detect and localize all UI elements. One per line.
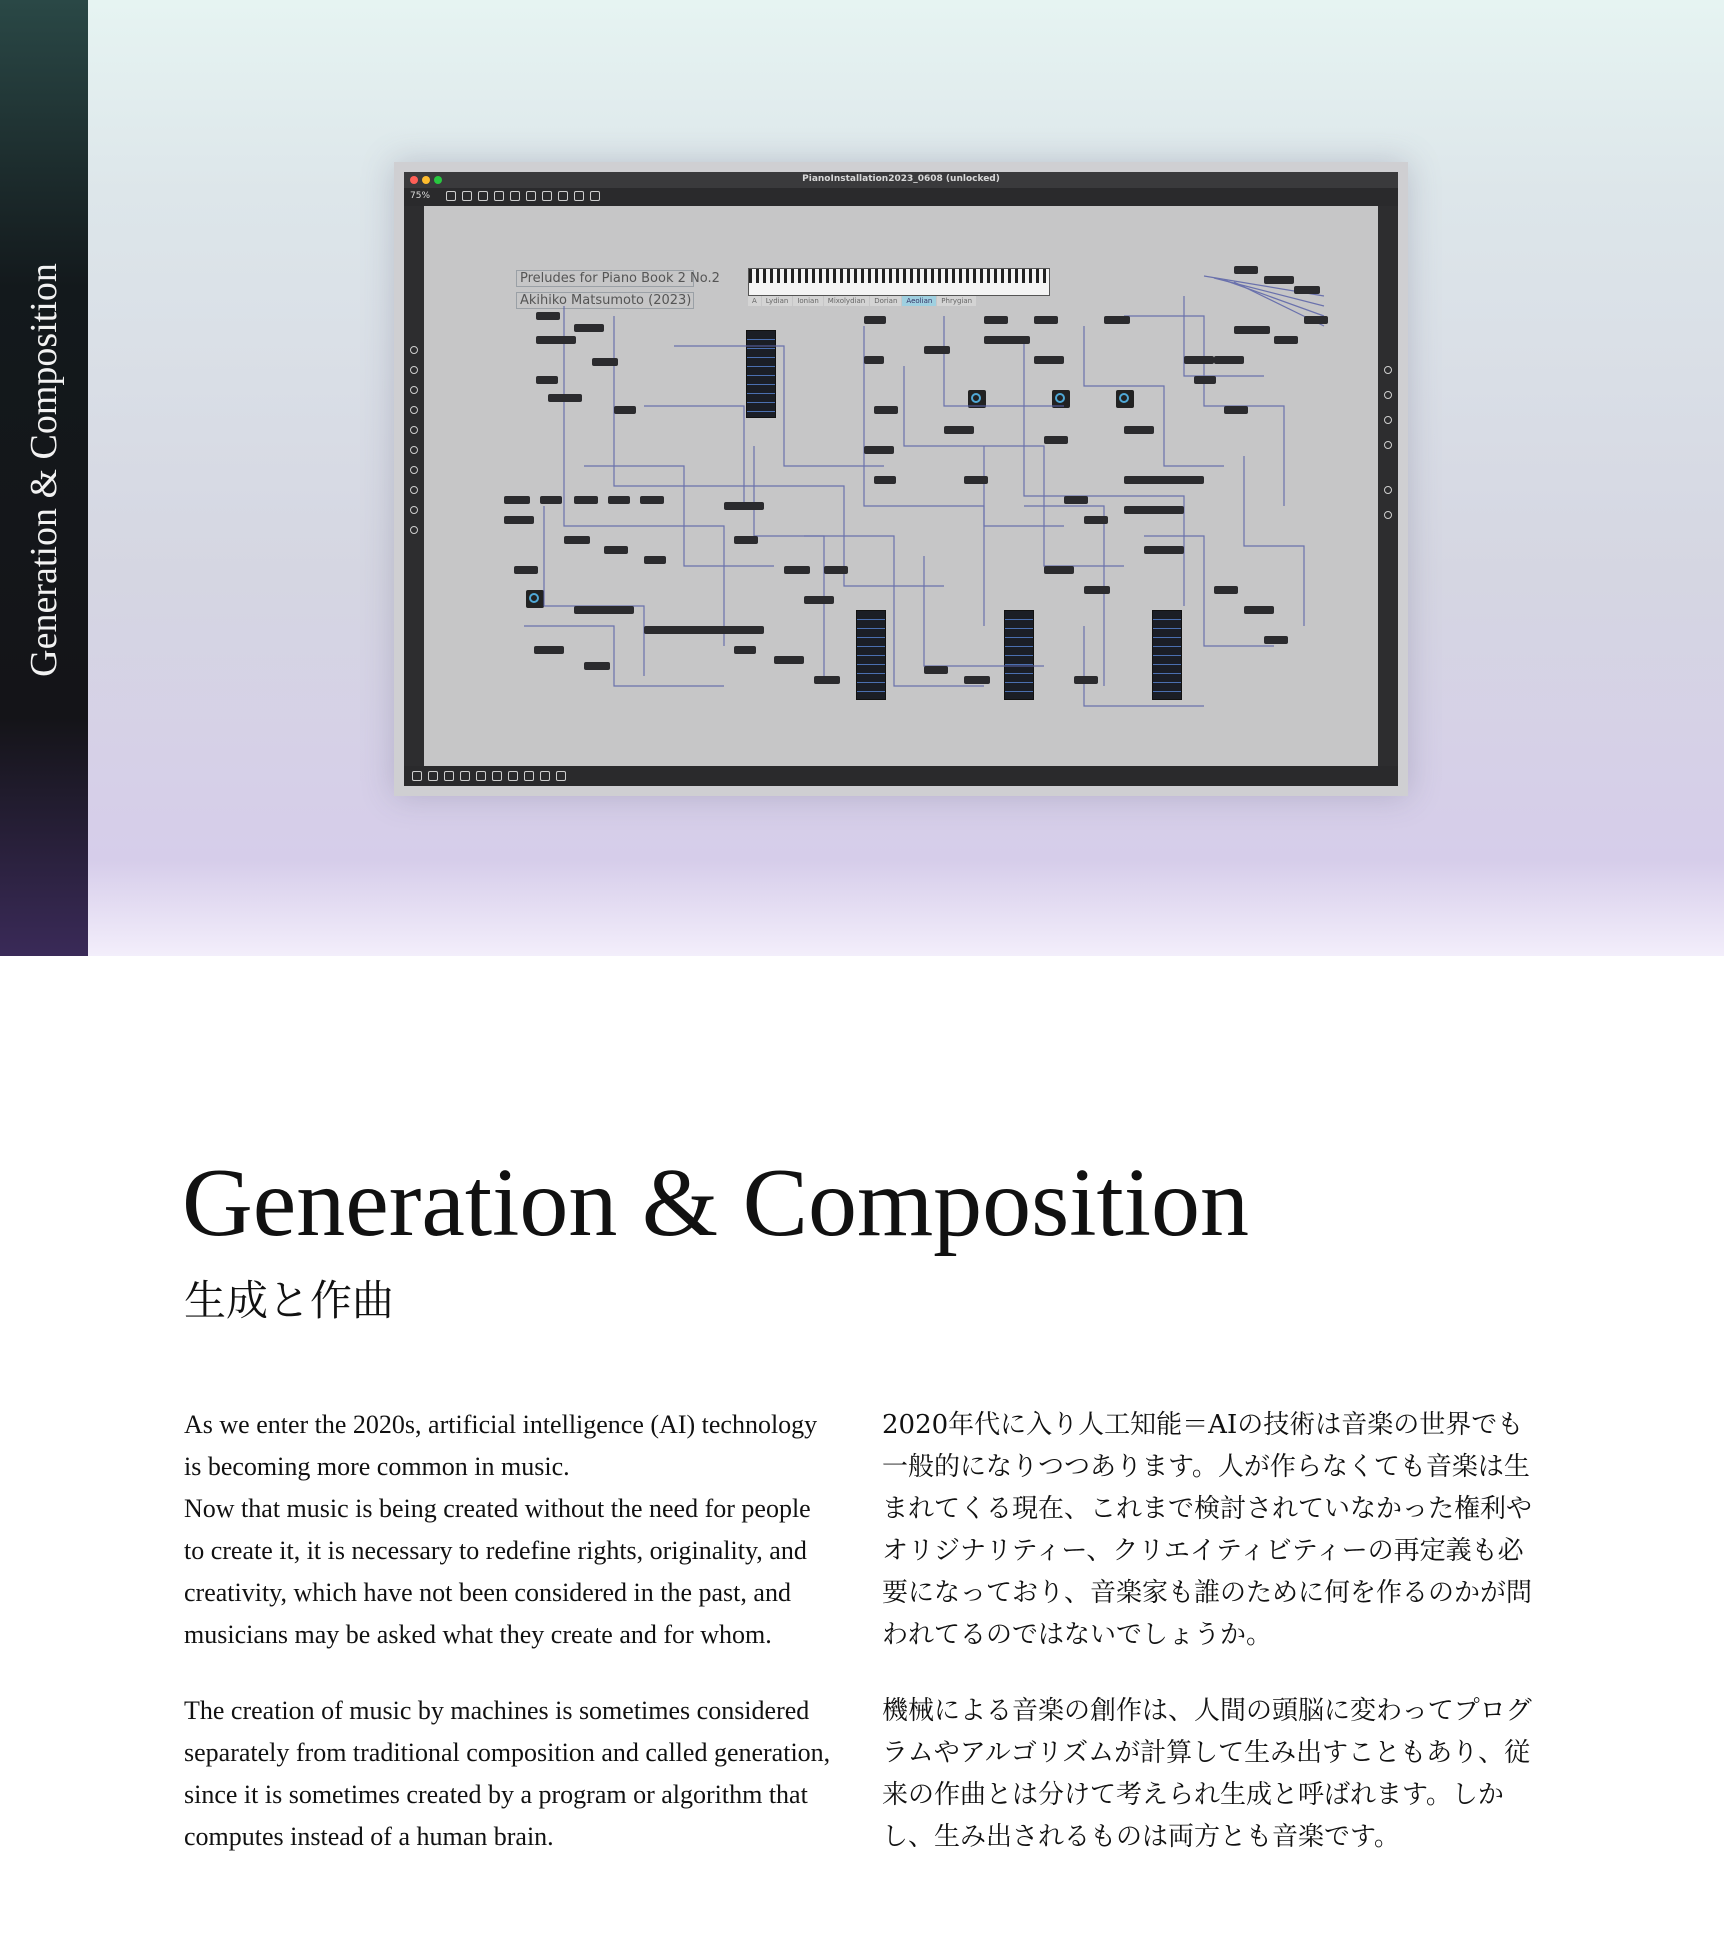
wrench-icon (524, 771, 534, 781)
toolbar-icon (526, 191, 536, 201)
right-tool-rail (1378, 206, 1398, 766)
japanese-paragraph: 2020年代に入り人工知能＝AIの技術は音楽の世界でも一般的になりつつあります。人が作らなくても音楽は生まれてくる現在、これまで検討されていなかった権利やオリジナリティー、クリエイティビティーの再定義も必要になっており、音楽家も誰のために何を作るのかが問われてるのではないでしょうか。 (882, 1410, 1533, 1650)
rail-icon (410, 526, 418, 534)
toolbar-icon (462, 191, 472, 201)
rail-icon (1384, 511, 1392, 519)
toolbar-icon (574, 191, 584, 201)
toolbar-icon (590, 191, 600, 201)
toolbar-icon (510, 191, 520, 201)
rail-icon (410, 386, 418, 394)
patch-cords (424, 206, 1378, 766)
toolbar-icon (460, 771, 470, 781)
toolbar-icon (478, 191, 488, 201)
window-toolbar (404, 188, 1398, 206)
rail-icon (410, 466, 418, 474)
hero-banner (0, 0, 1724, 956)
rail-icon (1384, 441, 1392, 449)
english-paragraph-line: Now that music is being created without the need for people to create it, it is necessary to redefine rights, originality, and creativity, which have not been considered in the past, and musicians may be asked what they create and for whom. (184, 1494, 811, 1649)
toolbar-icon (558, 191, 568, 201)
english-paragraph (184, 1404, 834, 1656)
toolbar-icon (446, 191, 456, 201)
window-titlebar (404, 172, 1398, 188)
toolbar-icon (508, 771, 518, 781)
japanese-column (882, 1404, 1532, 1892)
grid-icon (492, 771, 502, 781)
window-bottombar (404, 766, 1398, 786)
lock-icon (412, 771, 422, 781)
toolbar-icon (444, 771, 454, 781)
search-icon (1384, 366, 1392, 374)
rail-icon (410, 426, 418, 434)
english-column (184, 1404, 834, 1892)
toolbar-icon (428, 771, 438, 781)
mode-option: Lydian (762, 296, 793, 306)
app-window-screenshot (394, 162, 1408, 796)
section-subtitle: 生成と作曲 (184, 1276, 395, 1325)
camera-icon (1384, 486, 1392, 494)
english-paragraph-line: As we enter the 2020s, artificial intelligence (AI) technology is becoming more common in music. (184, 1410, 818, 1481)
rail-icon (410, 366, 418, 374)
toolbar-icon (540, 771, 550, 781)
patch-canvas (424, 206, 1378, 766)
left-tool-rail (404, 206, 424, 766)
rail-icon (410, 346, 418, 354)
mode-option: Phrygian (937, 296, 976, 306)
toolbar-icon (494, 191, 504, 201)
rail-icon (410, 486, 418, 494)
rail-icon (410, 406, 418, 414)
japanese-paragraph: 機械による音楽の創作は、人間の頭脳に変わってプログラムやアルゴリズムが計算して生み出すこともあり、従来の作曲とは分けて考えられ生成と呼ばれます。しかし、生み出されるものは両方とも音楽です。 (882, 1696, 1532, 1852)
section-title: Generation & Composition (182, 1149, 1249, 1257)
side-band (0, 0, 88, 956)
window-title: PianoInstallation2023_0608 (unlocked) (802, 174, 1000, 184)
mode-option: Ionian (793, 296, 822, 306)
rail-icon (410, 506, 418, 514)
mode-option: Dorian (870, 296, 901, 306)
mode-option: A (748, 296, 761, 306)
patch-author: Akihiko Matsumoto (2023) (516, 292, 694, 309)
zoom-label: 75% (410, 191, 431, 201)
rail-icon (410, 446, 418, 454)
rail-icon (1384, 416, 1392, 424)
patch-title: Preludes for Piano Book 2 No.2 (516, 270, 694, 287)
mode-option: Mixolydian (824, 296, 869, 306)
mode-option-active: Aeolian (902, 296, 936, 306)
info-icon (1384, 391, 1392, 399)
toolbar-icon (476, 771, 486, 781)
english-paragraph: The creation of music by machines is sometimes considered separately from traditional composition and called generation, since it is sometimes created by a program or algorithm that computes instead of a human brain. (184, 1696, 831, 1851)
toolbar-icon (542, 191, 552, 201)
side-label: Generation & Composition (23, 263, 65, 677)
toolbar-icon (556, 771, 566, 781)
